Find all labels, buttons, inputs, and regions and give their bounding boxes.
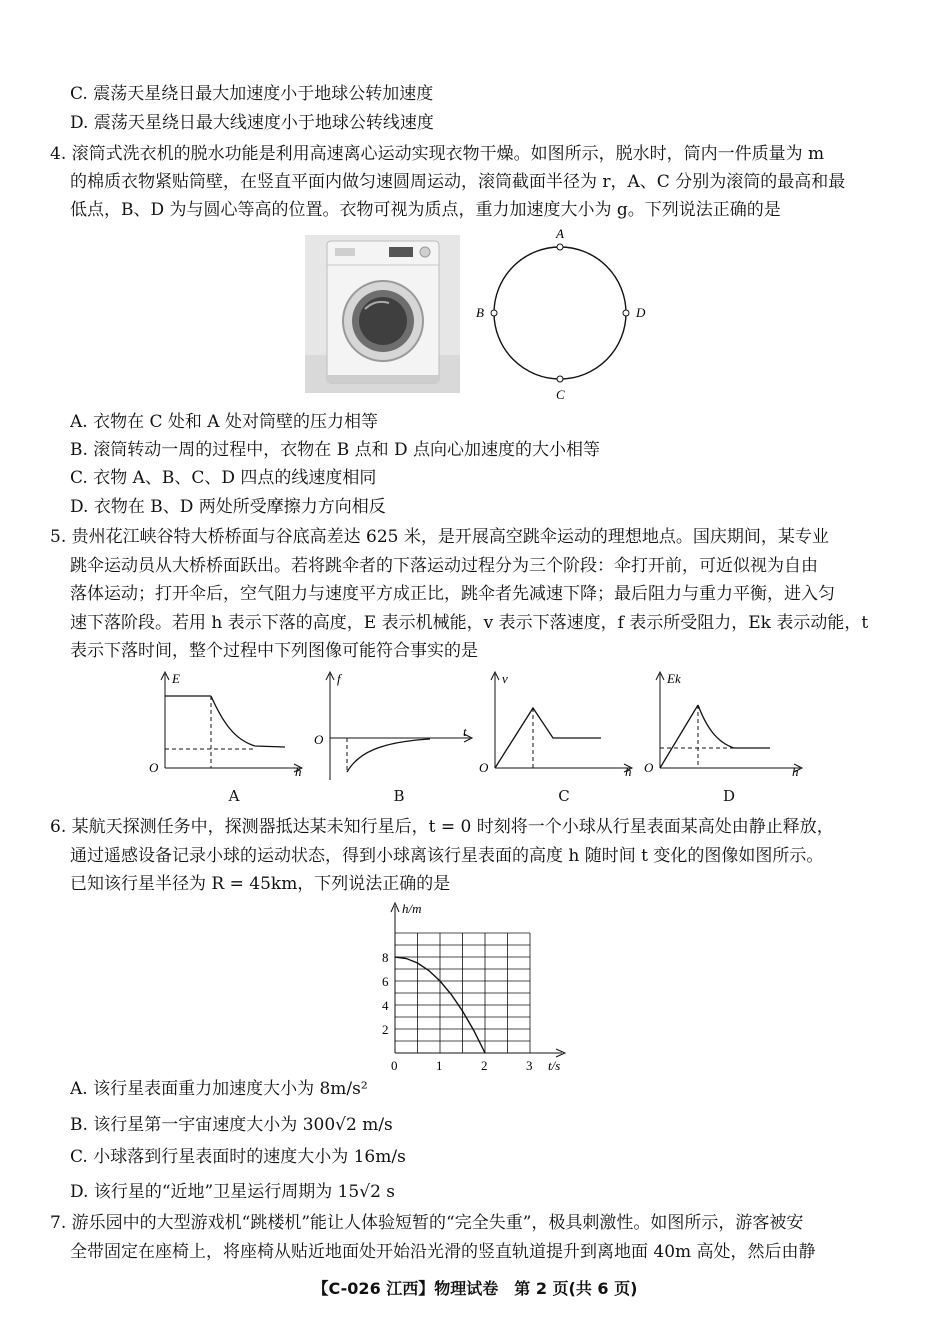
- y-tick-label: 8: [382, 950, 389, 965]
- point-a-label: A: [556, 226, 564, 241]
- x-tick-label: 3: [526, 1058, 533, 1073]
- q5-graph-b-caption: B: [393, 787, 405, 805]
- q7-stem-line-1: 7. 游乐园中的大型游戏机“跳楼机”能让人体验短暂的“完全失重”，极具刺激性。如图所示，游客被安: [50, 1213, 804, 1233]
- graph-c-xlabel: h: [625, 764, 632, 779]
- point-d-label: D: [636, 305, 646, 320]
- q4-option-c: C. 衣物 A、B、C、D 四点的线速度相同: [70, 468, 377, 488]
- q4-stem-line-1: 4. 滚筒式洗衣机的脱水功能是利用高速离心运动实现衣物干燥。如图所示，脱水时，筒内一件质量为 m: [50, 144, 825, 164]
- drum-circle-diagram: [470, 225, 655, 405]
- point-c-label: C: [556, 387, 565, 402]
- q5-stem-line-3: 落体运动；打开伞后，空气阻力与速度平方成正比，跳伞者先减速下降；最后阻力与重力平衡，进入匀: [70, 584, 835, 604]
- q5-stem-line-1: 5. 贵州花江峡谷特大桥桥面与谷底高差达 625 米，是开展高空跳伞运动的理想地点。国庆期间，某专业: [50, 527, 829, 547]
- graph-a-ylabel: E: [172, 671, 180, 686]
- page-footer: 【C-026 江西】物理试卷 第 2 页(共 6 页): [312, 1279, 638, 1298]
- x-tick-label: 2: [481, 1058, 488, 1073]
- graph-d-ylabel: Ek: [667, 671, 681, 686]
- chart-origin: 0: [391, 1058, 398, 1073]
- q5-stem-line-4: 速下落阶段。若用 h 表示下落的高度，E 表示机械能，v 表示下落速度，f 表示所受阻力，Ek 表示动能，t: [70, 613, 869, 633]
- q6-option-b: B. 该行星第一宇宙速度大小为 300√2 m/s: [70, 1115, 393, 1135]
- x-tick-label: 1: [436, 1058, 443, 1073]
- graph-b-ylabel: f: [337, 671, 341, 686]
- q4-option-d: D. 衣物在 B、D 两处所受摩擦力方向相反: [70, 497, 386, 517]
- graph-d-origin: O: [644, 760, 654, 775]
- graph-b-xlabel: t: [463, 724, 467, 739]
- q6-option-c: C. 小球落到行星表面时的速度大小为 16m/s: [70, 1147, 406, 1167]
- graph-a-origin: O: [149, 760, 159, 775]
- y-tick-label: 6: [382, 974, 389, 989]
- y-tick-label: 2: [382, 1022, 389, 1037]
- chart-ylabel: h/m: [402, 901, 422, 916]
- q6-stem-line-1: 6. 某航天探测任务中，探测器抵达某未知行星后，t = 0 时刻将一个小球从行星表面某高处由静止释放，: [50, 817, 834, 837]
- q5-graph-a: [145, 668, 305, 783]
- point-b-label: B: [476, 305, 484, 320]
- q7-stem-line-2: 全带固定在座椅上，将座椅从贴近地面处开始沿光滑的竖直轨道提升到离地面 40m 高处，然后由静: [70, 1242, 816, 1262]
- graph-b-origin: O: [314, 732, 324, 747]
- q6-option-d: D. 该行星的“近地”卫星运行周期为 15√2 s: [70, 1182, 396, 1202]
- q5-stem-line-5: 表示下落时间，整个过程中下列图像可能符合事实的是: [70, 641, 478, 661]
- q5-graph-d-caption: D: [722, 787, 736, 805]
- graph-c-ylabel: v: [502, 671, 508, 686]
- y-tick-label: 4: [382, 998, 389, 1013]
- q4-option-a: A. 衣物在 C 处和 A 处对筒壁的压力相等: [70, 412, 378, 432]
- q6-stem-line-2: 通过遥感设备记录小球的运动状态，得到小球离该行星表面的高度 h 随时间 t 变化的图像如图所示。: [70, 846, 824, 866]
- q3-option-d: D. 震荡天星绕日最大线速度小于地球公转线速度: [70, 113, 434, 133]
- q3-option-c: C. 震荡天星绕日最大加速度小于地球公转加速度: [70, 84, 434, 104]
- q5-graph-c-caption: C: [558, 787, 570, 805]
- q5-graph-c: [475, 668, 640, 783]
- q6-option-a: A. 该行星表面重力加速度大小为 8m/s²: [70, 1079, 368, 1099]
- graph-c-origin: O: [479, 760, 489, 775]
- q6-h-t-chart: [370, 898, 570, 1074]
- q6-stem-line-3: 已知该行星半径为 R = 45km，下列说法正确的是: [70, 874, 451, 894]
- q4-stem-line-2: 的棉质衣物紧贴筒壁，在竖直平面内做匀速圆周运动，滚筒截面半径为 r，A、C 分别为滚筒的最高和最: [70, 172, 846, 192]
- q4-option-b: B. 滚筒转动一周的过程中，衣物在 B 点和 D 点向心加速度的大小相等: [70, 440, 601, 460]
- washing-machine-photo: [305, 235, 460, 393]
- chart-xlabel: t/s: [548, 1058, 561, 1073]
- graph-a-xlabel: h: [295, 764, 302, 779]
- q4-stem-line-3: 低点，B、D 为与圆心等高的位置。衣物可视为质点，重力加速度大小为 g。下列说法正确的是: [70, 200, 781, 220]
- q5-stem-line-2: 跳伞运动员从大桥桥面跃出。若将跳伞者的下落运动过程分为三个阶段：伞打开前，可近似视为自由: [70, 556, 818, 576]
- q5-graph-a-caption: A: [228, 787, 240, 805]
- q5-graph-d: [640, 668, 805, 783]
- q5-graph-b: [310, 668, 475, 783]
- graph-d-xlabel: h: [792, 764, 799, 779]
